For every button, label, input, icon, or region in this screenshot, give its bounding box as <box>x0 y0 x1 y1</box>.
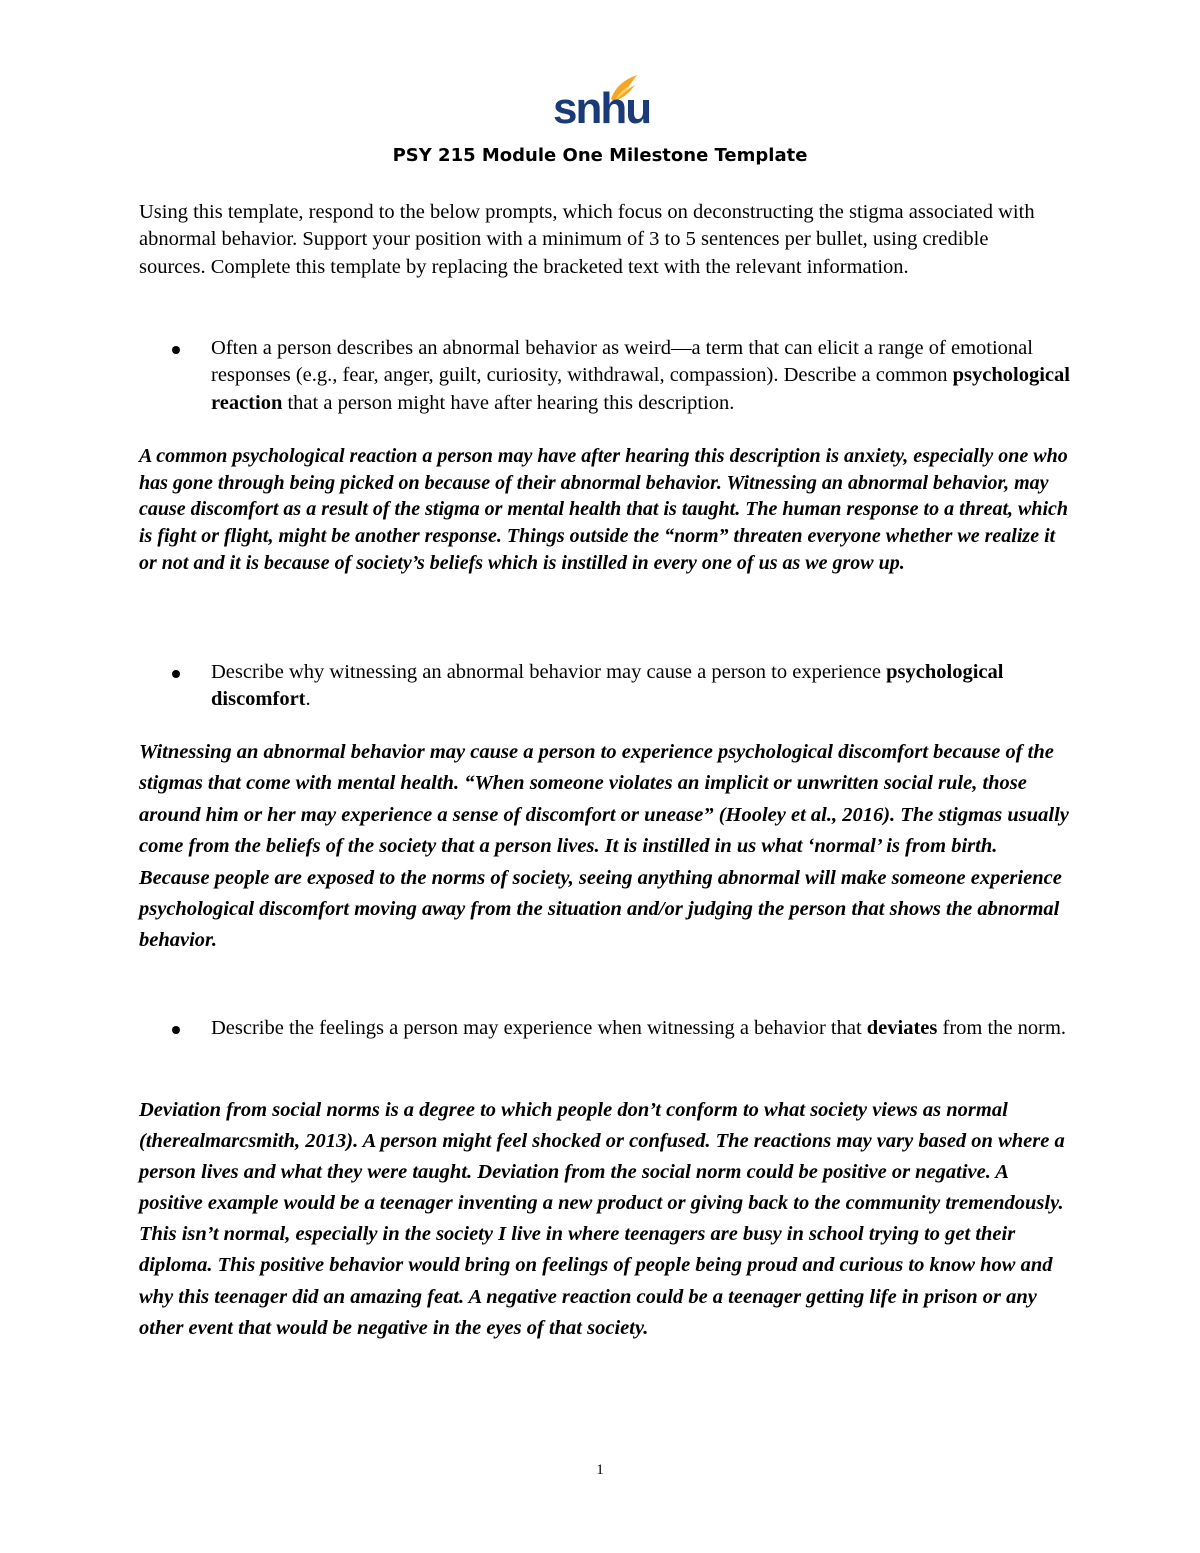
prompt-bullet <box>211 659 1081 714</box>
page-number: 1 <box>596 1462 604 1478</box>
page-title: PSY 215 Module One Milestone Template <box>392 145 808 166</box>
logo-wordmark: snhu <box>553 84 651 133</box>
prompt-keyword: psychological discomfort <box>211 661 1004 711</box>
answer-paragraph: Witnessing an abnormal behavior may cause a person to experience psychological discomfort because of the stigmas that come with mental health. “When someone violates an implicit or unwritten social rule, those around him or her may experience a sense of discomfort or unease” (Hooley et al., 2016). The stigmas usually come from the beliefs of the society that a person lives. It is instilled in us what ‘normal’ is from birth. Because people are exposed to the norms of society, seeing anything abnormal will make someone experience psychological discomfort moving away from the situation and/or judging the person that shows the abnormal behavior. <box>139 741 1069 952</box>
bullet-icon <box>172 346 180 354</box>
intro-paragraph: Using this template, respond to the below prompts, which focus on deconstructing the stigma associated with abnormal behavior. Support your position with a minimum of 3 to 5 sentences per bullet, using credible sources. Complete this template by replacing the bracketed text with the relevant information. <box>139 201 1035 278</box>
prompt-text: Describe why witnessing an abnormal behavior may cause a person to experience <box>211 661 887 683</box>
prompt-keyword: deviates <box>866 1017 938 1039</box>
answer-paragraph: Deviation from social norms is a degree to which people don’t conform to what society views as normal (therealmarcsmith, 2013). A person might feel shocked or confused. The reactions may vary based on where a person lives and what they were taught. Deviation from the social norm could be positive or negative. A positive example would be a teenager inventing a new product or giving back to the community tremendously. This isn’t normal, especially in the society I live in where teenagers are busy in school trying to get their diploma. This positive behavior would bring on feelings of people being proud and curious to know how and why this teenager did an amazing feat. A negative reaction could be a teenager getting life in prison or any other event that would be negative in the eyes of that society. <box>139 1099 1065 1339</box>
prompt-keyword: psychological reaction <box>211 364 1070 414</box>
bullet-icon <box>172 1026 180 1034</box>
prompt-text: from the norm. <box>937 1017 1067 1039</box>
bullet-icon <box>172 670 180 678</box>
prompt-text: . <box>305 688 311 711</box>
prompt-text: that a person might have after hearing this description. <box>282 391 735 414</box>
prompt-bullet <box>211 1015 1081 1042</box>
prompt-text: Describe the feelings a person may experience when witnessing a behavior that <box>211 1017 867 1039</box>
snhu-logo <box>553 73 651 133</box>
prompt-bullet <box>211 335 1081 417</box>
prompt-text: Often a person describes an abnormal behavior as weird—a term that can elicit a range of emotional responses (e.g., fear, anger, guilt, curiosity, withdrawal, compassion). Describe a common <box>211 337 1033 387</box>
answer-paragraph: A common psychological reaction a person may have after hearing this description is anxiety, especially one who has gone through being picked on because of their abnormal behavior. Witnessing an abnormal behavior, may cause discomfort as a result of the stigma or mental health that is taught. The human response to a threat, which is fight or flight, might be another response. Things outside the “norm” threaten everyone whether we realize it or not and it is because of society’s beliefs which is instilled in every one of us as we grow up. <box>139 445 1069 574</box>
